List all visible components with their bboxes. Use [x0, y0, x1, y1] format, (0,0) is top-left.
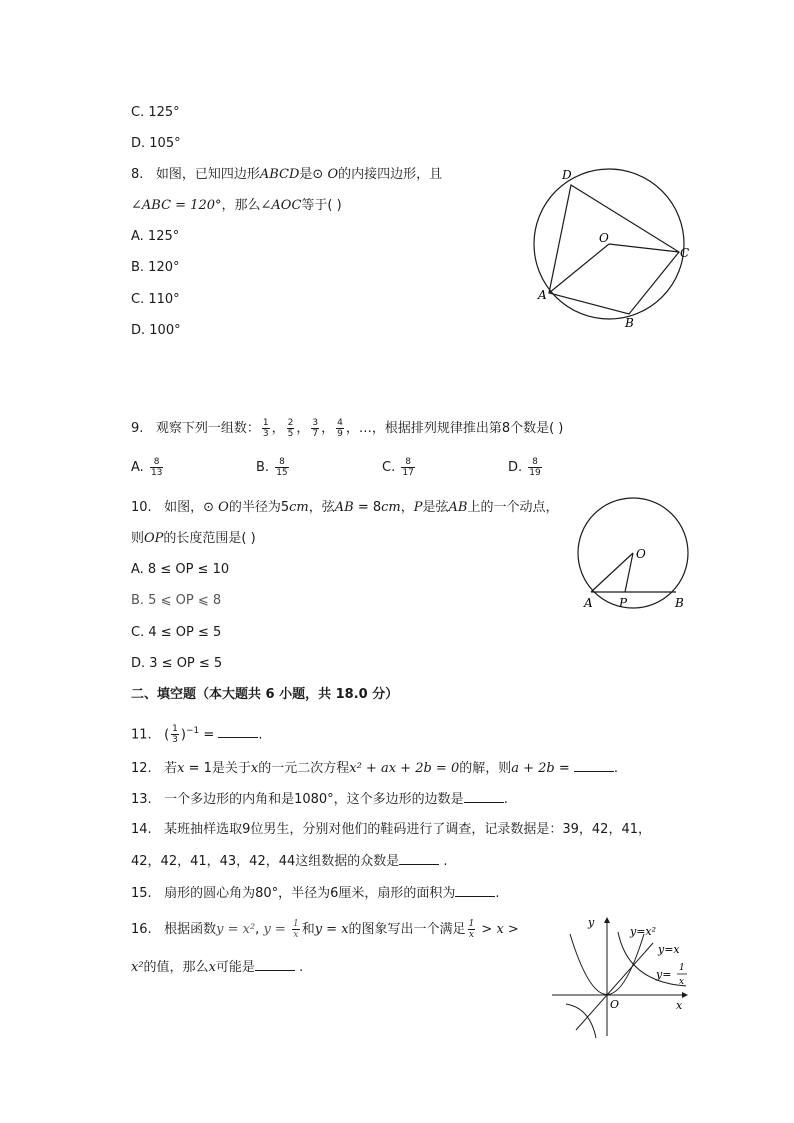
q9-seq-4: $\frac{4}{9}$	[337, 418, 343, 439]
q8-label-a: A	[538, 288, 547, 302]
q8-number: 8.	[131, 167, 144, 182]
q10-circle-figure	[572, 497, 697, 615]
q8-stem-line1: 8. 如图，已知四边形ABCD是⊙ O的内接四边形，且	[131, 167, 443, 182]
q15-number: 15.	[131, 886, 152, 901]
q8-option-a: A. 125°	[131, 229, 180, 244]
section-2-heading: 二、填空题（本大题共 6 小题，共 18.0 分）	[131, 687, 399, 702]
q12: 12. 若x = 1是关于x的一元二次方程x² + ax + 2b = 0的解，则a + 2b = .	[131, 761, 619, 776]
q9-option-a: A. $\frac{8}{13}$	[131, 457, 163, 478]
q11: 11. ( $\frac{1}{3}$ )$^{-1}$ = .	[131, 724, 263, 746]
q16-answer-blank[interactable]	[255, 958, 295, 971]
q16-label-origin: O	[610, 998, 620, 1011]
q13: 13. 一个多边形的内角和是1080°，这个多边形的边数是 .	[131, 792, 508, 807]
q14-answer-blank[interactable]	[399, 852, 439, 865]
q9-seq-2: $\frac{2}{5}$	[287, 418, 294, 439]
q10-option-b: B. 5 ⩽ OP ⩽ 8	[131, 593, 222, 608]
q10-option-c: C. 4 ≤ OP ≤ 5	[131, 625, 222, 640]
q9-number: 9.	[131, 421, 144, 436]
q8-circle-figure	[525, 160, 700, 335]
q16-y-axis-arrow	[604, 917, 610, 923]
prev-option-c: C. 125°	[131, 105, 180, 120]
q12-number: 12.	[131, 761, 152, 776]
q16-function-graph	[548, 912, 694, 1040]
q14-line1: 14. 某班抽样选取9位男生，分别对他们的鞋码进行了调查，记录数据是：39，42，41，	[131, 822, 651, 837]
q16-label-hyperbola: y=	[656, 968, 672, 981]
q16-label-x: x	[676, 999, 683, 1012]
q8-option-b: B. 120°	[131, 260, 180, 275]
q16-hyperbola-q3	[566, 1004, 596, 1038]
prev-option-d: D. 105°	[131, 136, 181, 151]
q11-number: 11.	[131, 727, 152, 743]
q16-x-axis-arrow	[682, 992, 688, 998]
q10-label-o: O	[636, 547, 646, 561]
q16-number: 16.	[131, 922, 152, 937]
q8-label-o: O	[599, 231, 609, 245]
q16-line1: 16. 根据函数y = x², y = $\frac{1}{x}$ 和y = x的图象写出一个满足 $\frac{1}{x}$ > x >	[131, 919, 519, 940]
q10-label-a: A	[584, 596, 593, 610]
q9-stem: 9. 观察下列一组数： $\frac{1}{3}$ ， $\frac{2}{5}$ ， $\frac{3}{7}$ ， $\frac{4}{9}$ ，…，根据排列规律推出第8个数是( )	[131, 418, 564, 439]
q16-label-parabola: y=x²	[630, 925, 657, 938]
q16-label-y: y	[588, 916, 595, 929]
q14-line2: 42，42，41，43，42，44这组数据的众数是 .	[131, 854, 448, 869]
q16-line2: x²的值，那么x可能是 .	[131, 960, 304, 975]
q8-label-c: C	[680, 246, 690, 260]
q12-answer-blank[interactable]	[574, 759, 614, 772]
q13-number: 13.	[131, 792, 152, 807]
q16-label-line: y=x	[658, 943, 680, 956]
q8-label-d: D	[562, 168, 572, 182]
q16-hyperbola-q1	[618, 932, 686, 986]
q10-number: 10.	[131, 500, 152, 515]
q10-stem-line1: 10. 如图，⊙ O的半径为5cm，弦AB = 8cm，P是弦AB上的一个动点，	[131, 500, 559, 515]
q16-label-hyperbola-den: x	[679, 977, 685, 987]
q15: 15. 扇形的圆心角为80°，半径为6厘米，扇形的面积为 .	[131, 886, 500, 901]
q10-label-b: B	[675, 596, 684, 610]
q15-answer-blank[interactable]	[455, 884, 495, 897]
q8-stem-line2: ∠ABC = 120°，那么∠AOC等于( )	[131, 198, 342, 213]
q10-label-p: P	[619, 596, 628, 610]
q16-label-hyperbola-num: 1	[679, 963, 685, 973]
q9-option-c: C. $\frac{8}{17}$	[382, 457, 414, 478]
q10-option-a: A. 8 ≤ OP ≤ 10	[131, 562, 230, 577]
q9-seq-1: $\frac{1}{3}$	[262, 418, 269, 439]
q13-answer-blank[interactable]	[464, 790, 504, 803]
q8-label-b: B	[625, 316, 634, 330]
q8-option-c: C. 110°	[131, 292, 180, 307]
q10-stem-line2: 则OP的长度范围是( )	[131, 531, 256, 546]
q9-option-b: B. $\frac{8}{15}$	[256, 457, 288, 478]
q8-option-d: D. 100°	[131, 323, 181, 338]
q10-option-d: D. 3 ≤ OP ≤ 5	[131, 656, 223, 671]
q9-option-d: D. $\frac{8}{19}$	[508, 457, 541, 478]
q9-seq-3: $\frac{3}{7}$	[312, 418, 319, 439]
q11-answer-blank[interactable]	[218, 725, 258, 738]
q14-number: 14.	[131, 822, 152, 837]
